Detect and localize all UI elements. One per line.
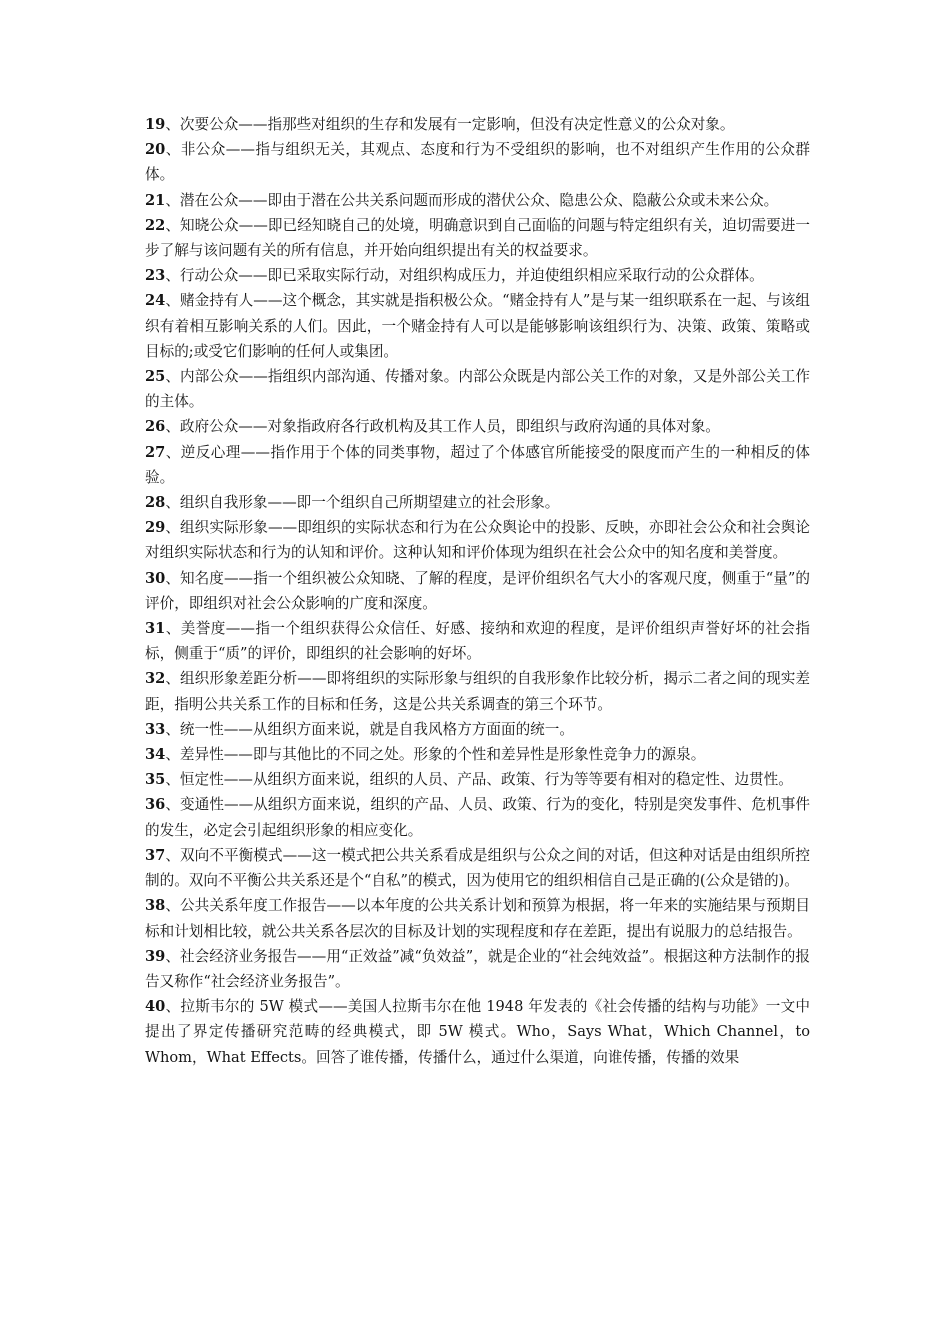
list-item — [145, 666, 810, 716]
item-number: 39 — [145, 947, 166, 965]
list-item — [145, 188, 810, 213]
list-item — [145, 944, 810, 994]
item-text: 、拉斯韦尔的 5W 模式——美国人拉斯韦尔在他 1948 年发表的《社会传播的结构与功能》一文中提出了界定传播研究范畴的经典模式，即 5W 模式。Who，Says What，Which Channel，to Whom，What Effects。回答了谁传播，传播什么，通过什么渠道，向谁传播，传播的效果 — [145, 998, 810, 1066]
item-number: 30 — [145, 569, 166, 587]
document-body — [145, 112, 810, 1070]
item-text: 、赌金持有人——这个概念，其实就是指积极公众。“赌金持有人”是与某一组织联系在一起、与该组织有着相互影响关系的人们。因此，一个赌金持有人可以是能够影响该组织行为、决策、政策、策略或目标的;或受它们影响的任何人或集团。 — [145, 292, 810, 360]
list-item — [145, 414, 810, 439]
list-item — [145, 792, 810, 842]
item-number: 33 — [145, 720, 166, 738]
item-text: 、统一性——从组织方面来说，就是自我风格方方面面的统一。 — [165, 720, 574, 738]
item-number: 36 — [145, 796, 166, 814]
item-text: 、政府公众——对象指政府各行政机构及其工作人员，即组织与政府沟通的具体对象。 — [165, 418, 720, 436]
list-item — [145, 364, 810, 414]
list-item — [145, 717, 810, 742]
item-number: 37 — [145, 846, 166, 864]
list-item — [145, 137, 810, 187]
item-number: 22 — [145, 216, 166, 234]
list-item — [145, 515, 810, 565]
item-number: 20 — [145, 141, 166, 159]
item-text: 、非公众——指与组织无关，其观点、态度和行为不受组织的影响，也不对组织产生作用的公众群体。 — [145, 141, 810, 184]
list-item — [145, 616, 810, 666]
item-text: 、组织自我形象——即一个组织自己所期望建立的社会形象。 — [165, 494, 560, 512]
item-text: 、美誉度——指一个组织获得公众信任、好感、接纳和欢迎的程度，是评价组织声誉好坏的社会指标，侧重于“质”的评价，即组织的社会影响的好坏。 — [145, 620, 810, 663]
item-text: 、社会经济业务报告——用“正效益”减“负效益”，就是企业的“社会纯效益”。根据这种方法制作的报告又称作“社会经济业务报告”。 — [145, 947, 810, 990]
list-item — [145, 288, 810, 364]
list-item — [145, 767, 810, 792]
list-item — [145, 112, 810, 137]
list-item — [145, 440, 810, 490]
item-text: 、恒定性——从组织方面来说，组织的人员、产品、政策、行为等等要有相对的稳定性、边贯性。 — [165, 771, 793, 789]
item-number: 23 — [145, 267, 166, 285]
item-text: 、知晓公众——即已经知晓自己的处境，明确意识到自己面临的问题与特定组织有关，迫切需要进一步了解与该问题有关的所有信息，并开始向组织提出有关的权益要求。 — [145, 216, 810, 260]
item-text: 、潜在公众——即由于潜在公共关系问题而形成的潜伏公众、隐患公众、隐蔽公众或未来公众。 — [165, 191, 779, 209]
item-number: 31 — [145, 620, 166, 638]
list-item — [145, 994, 810, 1070]
item-number: 24 — [145, 292, 166, 310]
list-item — [145, 742, 810, 767]
item-number: 32 — [145, 670, 166, 688]
list-item — [145, 843, 810, 893]
item-number: 25 — [145, 368, 166, 386]
item-number: 21 — [145, 191, 166, 209]
item-text: 、逆反心理——指作用于个体的同类事物，超过了个体感官所能接受的限度而产生的一种相反的体验。 — [145, 443, 810, 486]
list-item — [145, 566, 810, 616]
list-item — [145, 893, 810, 943]
item-text: 、次要公众——指那些对组织的生存和发展有一定影响，但没有决定性意义的公众对象。 — [165, 116, 735, 133]
item-text: 、差异性——即与其他比的不同之处。形象的个性和差异性是形象性竞争力的源泉。 — [165, 746, 706, 764]
item-number: 26 — [145, 418, 166, 436]
item-text: 、组织形象差距分析——即将组织的实际形象与组织的自我形象作比较分析，揭示二者之间的现实差距，指明公共关系工作的目标和任务，这是公共关系调查的第三个环节。 — [145, 670, 810, 713]
item-number: 38 — [145, 897, 166, 915]
item-number: 19 — [145, 116, 166, 133]
item-text: 、变通性——从组织方面来说，组织的产品、人员、政策、行为的变化，特别是突发事件、危机事件的发生，必定会引起组织形象的相应变化。 — [145, 796, 810, 839]
item-number: 28 — [145, 494, 166, 512]
item-text: 、双向不平衡模式——这一模式把公共关系看成是组织与公众之间的对话，但这种对话是由组织所控制的。双向不平衡公共关系还是个“自私”的模式，因为使用它的组织相信自己是正确的(公众是错的)。 — [145, 846, 810, 890]
list-item — [145, 490, 810, 515]
list-item — [145, 213, 810, 263]
item-number: 35 — [145, 771, 166, 789]
item-text: 、公共关系年度工作报告——以本年度的公共关系计划和预算为根据，将一年来的实施结果与预期目标和计划相比较，就公共关系各层次的目标及计划的实现程度和存在差距，提出有说服力的总结报告。 — [145, 897, 810, 940]
item-number: 27 — [145, 443, 166, 461]
item-text: 、内部公众——指组织内部沟通、传播对象。内部公众既是内部公关工作的对象，又是外部公关工作的主体。 — [145, 368, 810, 411]
item-number: 40 — [145, 998, 166, 1016]
item-text: 、知名度——指一个组织被公众知晓、了解的程度，是评价组织名气大小的客观尺度，侧重于“量”的评价，即组织对社会公众影响的广度和深度。 — [145, 569, 810, 612]
item-text: 、组织实际形象——即组织的实际状态和行为在公众舆论中的投影、反映，亦即社会公众和社会舆论对组织实际状态和行为的认知和评价。这种认知和评价体现为组织在社会公众中的知名度和美誉度。 — [145, 519, 810, 562]
item-number: 34 — [145, 746, 166, 764]
list-item — [145, 263, 810, 288]
item-text: 、行动公众——即已采取实际行动，对组织构成压力，并迫使组织相应采取行动的公众群体。 — [165, 267, 764, 285]
item-number: 29 — [145, 519, 166, 537]
